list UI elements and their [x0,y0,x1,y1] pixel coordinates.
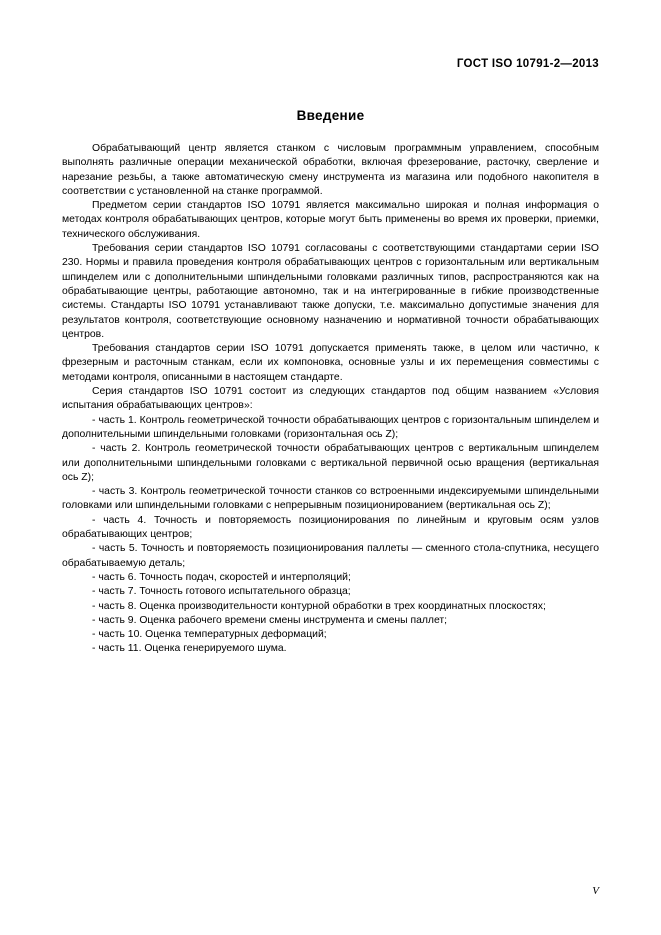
paragraph: Требования серии стандартов ISO 10791 согласованы с соответствующими стандартами серии ISO 230. Нормы и правила проведения контроля обрабатывающих центров с горизонтальным или вертикальным шпинделем или с дополнительными шпиндельными головками различных типов, распространяются как на обрабатывающие центры, работающие автономно, так и на интегрированные в гибкие производственные системы. Стандарты ISO 10791 устанавливают также допуски, т.е. максимально допустимые значения для результатов контроля, соответствующие основному назначению и нормативной точности обрабатывающих центров. [62,243,599,340]
list-item: - часть 11. Оценка генерируемого шума. [92,643,287,655]
list-item: - часть 4. Точность и повторяемость позиционирования по линейным и круговым осям узлов обрабатывающих центров; [62,514,599,541]
standard-number: ГОСТ ISO 10791-2—2013 [456,58,599,70]
page-header [62,58,599,70]
paragraph: Требования стандартов серии ISO 10791 допускается применять также, в целом или частично, к фрезерным и расточным станкам, если их компоновка, основные узлы и их перемещения совместимы с методами контроля, описанными в настоящем стандарте. [62,343,599,383]
body-text [62,142,599,657]
list-item: - часть 8. Оценка производительности контурной обработки в трех координатных плоскостях; [92,600,546,612]
list-item: - часть 1. Контроль геометрической точности обрабатывающих центров с горизонтальным шпинделем и дополнительными шпиндельными головками (горизонтальная ось Z); [62,414,599,440]
list-item: - часть 9. Оценка рабочего времени смены инструмента и смены паллет; [92,614,448,626]
paragraph: Предметом серии стандартов ISO 10791 является максимально широкая и полная информация о методах контроля обрабатывающих центров, которые могут быть применены во время их проверки, приемки, технического обслуживания. [62,200,599,240]
page-title: Введение [296,108,365,123]
list-item: - часть 7. Точность готового испытательного образца; [92,586,351,598]
page-number: V [592,885,599,897]
paragraph: Серия стандартов ISO 10791 состоит из следующих стандартов под общим названием «Условия испытания обрабатывающих центров»: [62,386,599,412]
list-item: - часть 2. Контроль геометрической точности обрабатывающих центров с вертикальным шпинделем или дополнительными шпиндельными головками с вертикальной первичной осью вращения (вертикальная ось Z); [62,443,599,483]
list-item: - часть 10. Оценка температурных деформаций; [92,629,327,641]
list-item: - часть 6. Точность подач, скоростей и интерполяций; [92,571,351,583]
list-item: - часть 5. Точность и повторяемость позиционирования паллеты — сменного стола-спутника, несущего обрабатываемую деталь; [62,543,599,569]
list-item: - часть 3. Контроль геометрической точности станков со встроенными индексируемыми шпиндельными головками или шпиндельными головками с непрерывным позиционированием (вертикальная ось Z); [62,486,599,512]
paragraph: Обрабатывающий центр является станком с числовым программным управлением, способным выполнять различные операции механической обработки, включая фрезерование, расточку, сверление и нарезание резьбы, а также автоматическую смену инструмента из магазина или подобного накопителя в соответствии с установленной на станке программой. [62,143,599,197]
